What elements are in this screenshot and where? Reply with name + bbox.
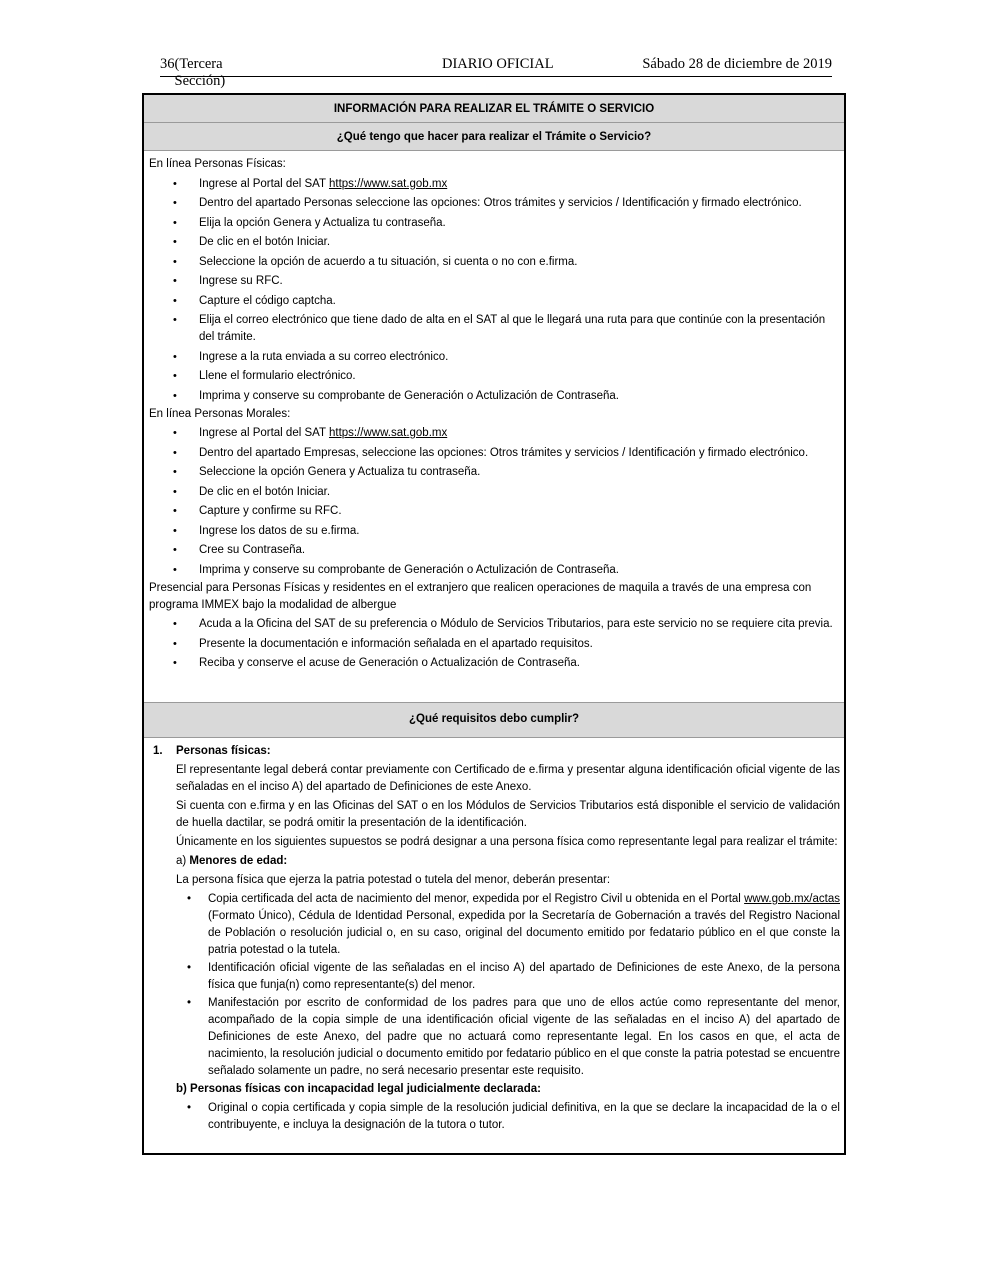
presencial-title: Presencial para Personas Físicas y residentes en el extranjero que realicen operaciones de maquila a través de una empresa con programa IMMEX bajo la modalidad de albergue bbox=[149, 581, 812, 611]
fisicas-title: En línea Personas Físicas: bbox=[149, 158, 286, 170]
list-item: • Imprima y conserve su comprobante de Generación o Actulización de Contraseña. bbox=[149, 562, 840, 579]
subsection-b-title: b) Personas físicas con incapacidad legal judicialmente declarada: bbox=[176, 1083, 541, 1095]
paragraph: La persona física que ejerza la patria potestad o tutela del menor, deberán presentar: bbox=[176, 874, 611, 886]
list-item: • Ingrese los datos de su e.firma. bbox=[149, 523, 840, 540]
list-item: • Seleccione la opción Genera y Actualiza tu contraseña. bbox=[149, 464, 840, 481]
paragraph: Si cuenta con e.firma y en las Oficinas del SAT o en los Módulos de Servicios Tributarios está disponible el servicio de validación de huella dactilar, se podrá omitir la presentación de la identificación. bbox=[176, 800, 840, 829]
newspaper-title: DIARIO OFICIAL bbox=[442, 56, 554, 72]
subsection-a-title: a) Menores de edad: bbox=[176, 855, 288, 867]
list-item: • De clic en el botón Iniciar. bbox=[149, 234, 840, 251]
list-item: • Reciba y conserve el acuse de Generación o Actualización de Contraseña. bbox=[149, 655, 840, 672]
morales-list bbox=[149, 425, 840, 579]
page-number-section: 36 (Tercera Sección) bbox=[160, 56, 226, 89]
list-item: • Cree su Contraseña. bbox=[149, 542, 840, 559]
list-item: • Elija el correo electrónico que tiene dado de alta en el SAT al que le llegará una ruta para que continúe con la presentación del trámite. bbox=[149, 312, 840, 346]
paragraph: El representante legal deberá contar previamente con Certificado de e.firma y presentar alguna identificación oficial vigente de las señaladas en el inciso A) del apartado de Definiciones de este Anexo. bbox=[176, 764, 840, 793]
procedure-section bbox=[149, 155, 840, 672]
list-item: • Llene el formulario electrónico. bbox=[149, 368, 840, 385]
table-title: INFORMACIÓN PARA REALIZAR EL TRÁMITE O SERVICIO bbox=[144, 95, 844, 123]
sat-portal-link[interactable]: https://www.sat.gob.mx bbox=[328, 177, 448, 190]
page-header bbox=[160, 56, 832, 89]
list-item: • Dentro del apartado Personas seleccione las opciones: Otros trámites y servicios / Identificación y firmado electrónico. bbox=[149, 195, 840, 212]
list-item: • Imprima y conserve su comprobante de Generación o Actulización de Contraseña. bbox=[149, 388, 840, 405]
list-item: • Presente la documentación e información señalada en el apartado requisitos. bbox=[149, 636, 840, 653]
list-item: • De clic en el botón Iniciar. bbox=[149, 484, 840, 501]
requirements-heading: ¿Qué requisitos debo cumplir? bbox=[144, 702, 844, 738]
list-item: • Copia certificada del acta de nacimiento del menor, expedida por el Registro Civil u obtenida en el Portal www.gob.mx/actas (Formato Único), Cédula de Identidad Personal, expedida por la Secretaría de Gobernación a través del Registro Nacional de Población o resolución judicial o, en su caso, original del documento emitido por fedatario público en el que conste la patria potestad o la tutela. bbox=[176, 891, 840, 959]
list-item: • Capture y confirme su RFC. bbox=[149, 503, 840, 520]
list-item: • Elija la opción Genera y Actualiza tu contraseña. bbox=[149, 215, 840, 232]
list-item: • Seleccione la opción de acuerdo a tu situación, si cuenta o no con e.firma. bbox=[149, 254, 840, 271]
list-item: • Ingrese su RFC. bbox=[149, 273, 840, 290]
sat-portal-link[interactable]: https://www.sat.gob.mx bbox=[328, 427, 448, 439]
list-item: • Original o copia certificada y copia simple de la resolución judicial definitiva, en la que se declare la incapacidad de la o el contribuyente, e incluya la designación de la tutora o tutor. bbox=[176, 1100, 840, 1134]
list-item: • Acuda a la Oficina del SAT de su preferencia o Módulo de Servicios Tributarios, para este servicio no se requiere cita previa. bbox=[149, 616, 840, 633]
publication-date: Sábado 28 de diciembre de 2019 bbox=[642, 56, 832, 72]
list-item: • Dentro del apartado Empresas, seleccione las opciones: Otros trámites y servicios / Identificación y firmado electrónico. bbox=[149, 445, 840, 462]
fisicas-list bbox=[149, 176, 840, 405]
requirement-title: Personas físicas: bbox=[176, 745, 271, 757]
requirements-body bbox=[176, 743, 840, 1134]
list-item: • Ingrese a la ruta enviada a su correo electrónico. bbox=[149, 349, 840, 366]
morales-title: En línea Personas Morales: bbox=[149, 407, 291, 420]
incapacity-list bbox=[176, 1100, 840, 1134]
requirement-number: 1. bbox=[153, 745, 163, 757]
minors-list bbox=[176, 891, 840, 1080]
list-item: • Manifestación por escrito de conformidad de los padres para que uno de ellos actúe como representante del menor, acompañado de la copia simple de una identificación oficial vigente de las señaladas en el inciso A) del apartado de Definiciones de este Anexo, del padre que no actuará como representante legal. En los casos en que, el acta de nacimiento, la resolución judicial o documento emitido por fedatario público en el que conste la patria potestad se encuentre señalado solamente un padre, no será necesario presentar este requisito. bbox=[176, 995, 840, 1080]
what-to-do-heading: ¿Qué tengo que hacer para realizar el Trámite o Servicio? bbox=[144, 123, 844, 151]
requirements-section bbox=[149, 743, 840, 1135]
list-item: • Capture el código captcha. bbox=[149, 293, 840, 310]
presencial-list bbox=[149, 616, 840, 672]
procedure-table bbox=[142, 93, 846, 1155]
gob-actas-link[interactable]: www.gob.mx/actas bbox=[744, 893, 840, 905]
paragraph: Únicamente en los siguientes supuestos se podrá designar a una persona física como representante legal para realizar el trámite: bbox=[176, 836, 838, 848]
list-item: • Identificación oficial vigente de las señaladas en el inciso A) del apartado de Definiciones de este Anexo, de la persona física que funja(n) como representante(s) del menor. bbox=[176, 960, 840, 994]
list-item: • Ingrese al Portal del SAT https://www.sat.gob.mx bbox=[149, 425, 840, 442]
list-item: • Ingrese al Portal del SAT https://www.sat.gob.mx bbox=[149, 176, 840, 193]
